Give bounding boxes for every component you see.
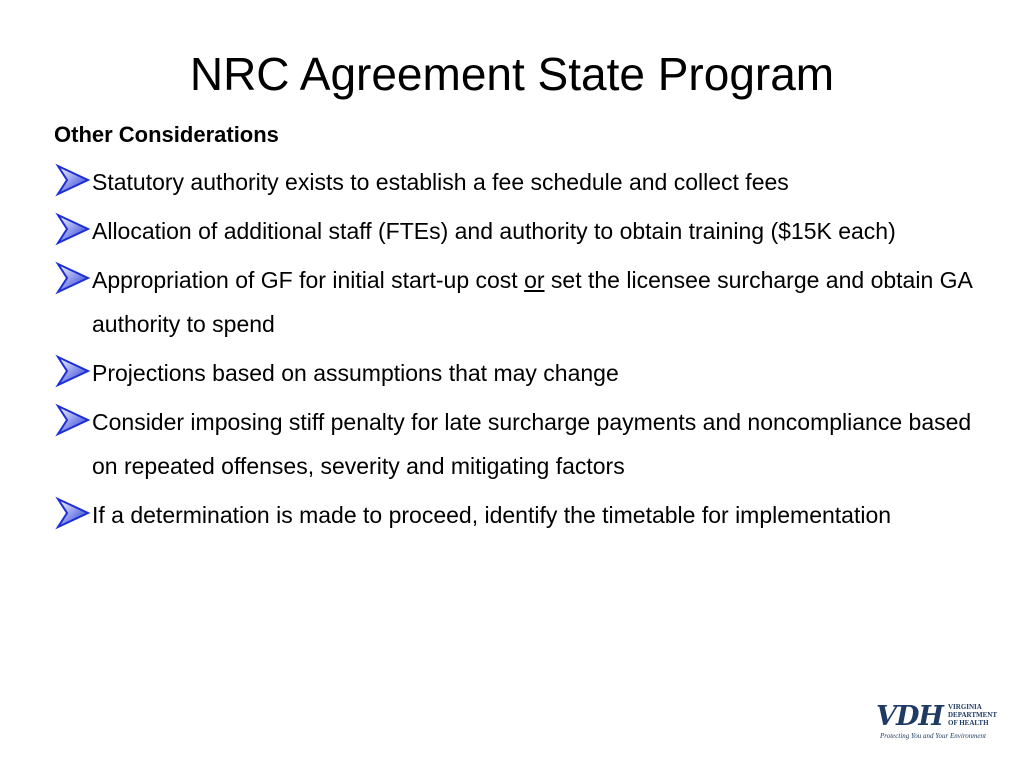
bullet-text: Allocation of additional staff (FTEs) and authority to obtain training ($15K each): [92, 218, 896, 244]
bullet-text-after: set the licensee surcharge and obtain GA authority to spend: [92, 267, 972, 337]
logo-line-3: OF HEALTH: [948, 719, 989, 727]
bullet-text: Projections based on assumptions that may change: [92, 360, 619, 386]
bullet-text: Statutory authority exists to establish a fee schedule and collect fees: [92, 169, 789, 195]
bullet-list: [54, 160, 974, 542]
arrow-bullet-icon: [54, 160, 92, 200]
bullet-item-fees: [54, 160, 974, 204]
arrow-bullet-icon: [54, 258, 92, 298]
logo-line-2: DEPARTMENT: [948, 711, 998, 719]
slide-title: NRC Agreement State Program: [189, 48, 835, 100]
arrow-bullet-icon: [54, 351, 92, 391]
bullet-text: If a determination is made to proceed, identify the timetable for implementation: [92, 502, 892, 528]
bullet-item-projections: [54, 351, 974, 395]
bullet-item-timetable: [54, 493, 974, 537]
logo-mark: VDH: [876, 701, 943, 732]
logo-words: [948, 703, 997, 727]
arrow-bullet-icon: [54, 493, 92, 533]
bullet-item-appropriation: [54, 258, 974, 346]
bullet-text-emphasis: or: [524, 267, 545, 293]
bullet-text-before: Appropriation of GF for initial start-up cost: [92, 267, 525, 293]
arrow-bullet-icon: [54, 400, 92, 440]
bullet-text: [92, 267, 972, 337]
arrow-bullet-icon: [54, 209, 92, 249]
section-heading: Other Considerations: [54, 122, 279, 147]
logo-tagline: Protecting You and Your Environment: [880, 732, 986, 740]
bullet-item-penalty: [54, 400, 974, 488]
logo-line-1: VIRGINIA: [948, 703, 982, 711]
bullet-item-staff: [54, 209, 974, 253]
bullet-text: Consider imposing stiff penalty for late surcharge payments and noncompliance based on repeated offenses, severity and mitigating factors: [92, 409, 972, 479]
vdh-logo: [876, 700, 996, 742]
